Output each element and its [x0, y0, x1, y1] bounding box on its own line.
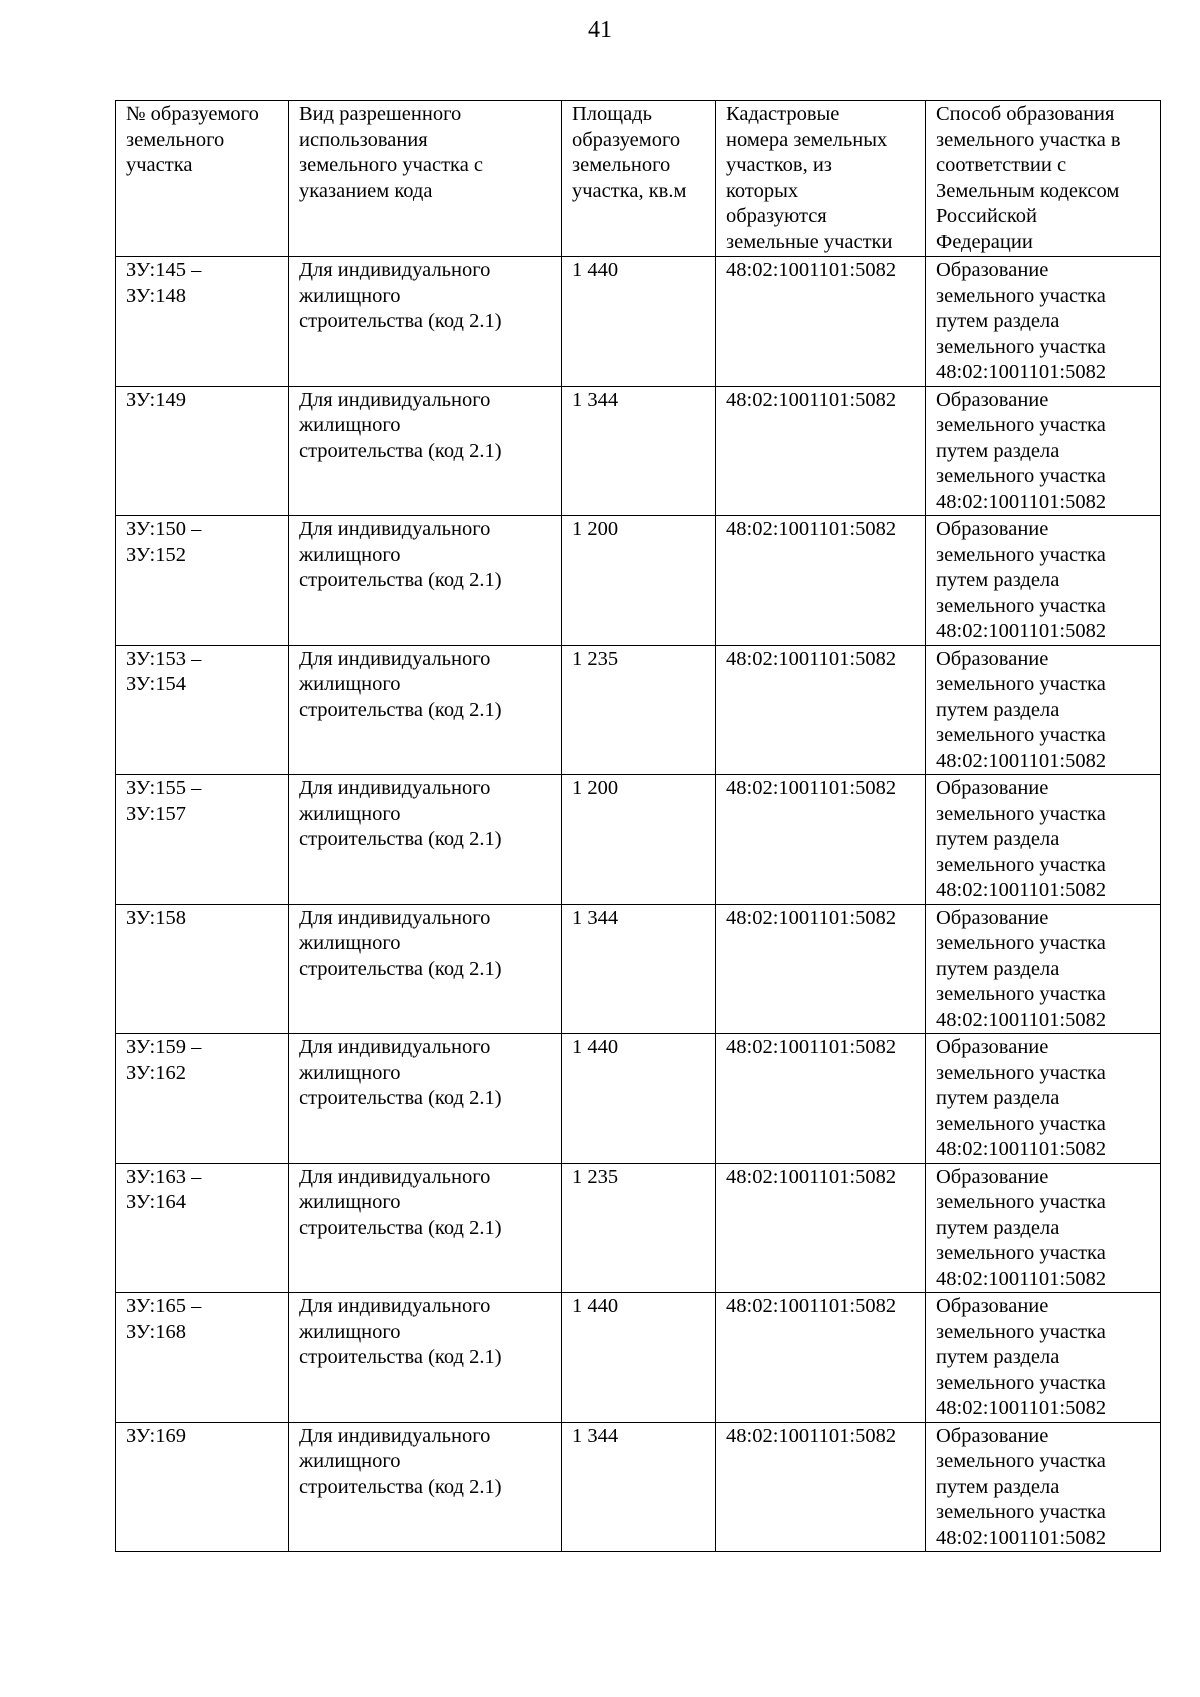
- cadastral-number-cell: 48:02:1001101:5082: [716, 904, 926, 1034]
- cadastral-number-cell: 48:02:1001101:5082: [716, 1034, 926, 1164]
- parcel-number-cell: ЗУ:158: [116, 904, 289, 1034]
- permitted-use-cell: Для индивидуального жилищного строительства (код 2.1): [289, 386, 562, 516]
- parcel-number-cell: ЗУ:159 – ЗУ:162: [116, 1034, 289, 1164]
- formation-method-cell: Образование земельного участка путем раздела земельного участка 48:02:1001101:5082: [926, 1034, 1161, 1164]
- page-number: 41: [588, 17, 612, 43]
- parcel-number-cell: ЗУ:169: [116, 1422, 289, 1552]
- parcel-number-cell: ЗУ:149: [116, 386, 289, 516]
- parcel-number-cell: ЗУ:163 – ЗУ:164: [116, 1163, 289, 1293]
- area-cell: 1 344: [562, 1422, 716, 1552]
- formation-method-cell: Образование земельного участка путем раздела земельного участка 48:02:1001101:5082: [926, 1293, 1161, 1423]
- header-cadastral-numbers: Кадастровые номера земельных участков, из которых образуются земельные участки: [716, 101, 926, 257]
- formation-method-cell: Образование земельного участка путем раздела земельного участка 48:02:1001101:5082: [926, 257, 1161, 387]
- table-row: [116, 516, 1161, 646]
- parcel-number-cell: ЗУ:155 – ЗУ:157: [116, 775, 289, 905]
- formation-method-cell: Образование земельного участка путем раздела земельного участка 48:02:1001101:5082: [926, 904, 1161, 1034]
- permitted-use-cell: Для индивидуального жилищного строительства (код 2.1): [289, 516, 562, 646]
- permitted-use-cell: Для индивидуального жилищного строительства (код 2.1): [289, 1163, 562, 1293]
- area-cell: 1 440: [562, 1293, 716, 1423]
- formation-method-cell: Образование земельного участка путем раздела земельного участка 48:02:1001101:5082: [926, 1163, 1161, 1293]
- table-header: [116, 101, 1161, 257]
- area-cell: 1 235: [562, 645, 716, 775]
- permitted-use-cell: Для индивидуального жилищного строительства (код 2.1): [289, 645, 562, 775]
- table-row: [116, 257, 1161, 387]
- formation-method-cell: Образование земельного участка путем раздела земельного участка 48:02:1001101:5082: [926, 645, 1161, 775]
- area-cell: 1 344: [562, 386, 716, 516]
- permitted-use-cell: Для индивидуального жилищного строительства (код 2.1): [289, 775, 562, 905]
- header-parcel-number: № образуемого земельного участка: [116, 101, 289, 257]
- header-formation-method: Способ образования земельного участка в соответствии с Земельным кодексом Российской Федерации: [926, 101, 1161, 257]
- header-area: Площадь образуемого земельного участка, кв.м: [562, 101, 716, 257]
- cadastral-number-cell: 48:02:1001101:5082: [716, 775, 926, 905]
- table-row: [116, 645, 1161, 775]
- header-row: [116, 101, 1161, 257]
- cadastral-number-cell: 48:02:1001101:5082: [716, 257, 926, 387]
- formation-method-cell: Образование земельного участка путем раздела земельного участка 48:02:1001101:5082: [926, 516, 1161, 646]
- formation-method-cell: Образование земельного участка путем раздела земельного участка 48:02:1001101:5082: [926, 775, 1161, 905]
- table-body: [116, 257, 1161, 1552]
- cadastral-number-cell: 48:02:1001101:5082: [716, 1293, 926, 1423]
- formation-method-cell: Образование земельного участка путем раздела земельного участка 48:02:1001101:5082: [926, 386, 1161, 516]
- parcel-number-cell: ЗУ:150 – ЗУ:152: [116, 516, 289, 646]
- cadastral-number-cell: 48:02:1001101:5082: [716, 516, 926, 646]
- table-row: [116, 904, 1161, 1034]
- parcel-number-cell: ЗУ:165 – ЗУ:168: [116, 1293, 289, 1423]
- table-row: [116, 386, 1161, 516]
- table-row: [116, 1034, 1161, 1164]
- area-cell: 1 440: [562, 257, 716, 387]
- area-cell: 1 200: [562, 775, 716, 905]
- parcel-number-cell: ЗУ:153 – ЗУ:154: [116, 645, 289, 775]
- area-cell: 1 344: [562, 904, 716, 1034]
- permitted-use-cell: Для индивидуального жилищного строительства (код 2.1): [289, 257, 562, 387]
- header-permitted-use: Вид разрешенного использования земельного участка с указанием кода: [289, 101, 562, 257]
- table-row: [116, 1293, 1161, 1423]
- permitted-use-cell: Для индивидуального жилищного строительства (код 2.1): [289, 904, 562, 1034]
- area-cell: 1 235: [562, 1163, 716, 1293]
- cadastral-number-cell: 48:02:1001101:5082: [716, 1422, 926, 1552]
- table-row: [116, 1422, 1161, 1552]
- table-row: [116, 775, 1161, 905]
- cadastral-number-cell: 48:02:1001101:5082: [716, 645, 926, 775]
- permitted-use-cell: Для индивидуального жилищного строительства (код 2.1): [289, 1422, 562, 1552]
- area-cell: 1 200: [562, 516, 716, 646]
- cadastral-number-cell: 48:02:1001101:5082: [716, 1163, 926, 1293]
- table-row: [116, 1163, 1161, 1293]
- permitted-use-cell: Для индивидуального жилищного строительства (код 2.1): [289, 1293, 562, 1423]
- formation-method-cell: Образование земельного участка путем раздела земельного участка 48:02:1001101:5082: [926, 1422, 1161, 1552]
- permitted-use-cell: Для индивидуального жилищного строительства (код 2.1): [289, 1034, 562, 1164]
- parcels-table: [115, 100, 1161, 1552]
- parcel-number-cell: ЗУ:145 – ЗУ:148: [116, 257, 289, 387]
- area-cell: 1 440: [562, 1034, 716, 1164]
- cadastral-number-cell: 48:02:1001101:5082: [716, 386, 926, 516]
